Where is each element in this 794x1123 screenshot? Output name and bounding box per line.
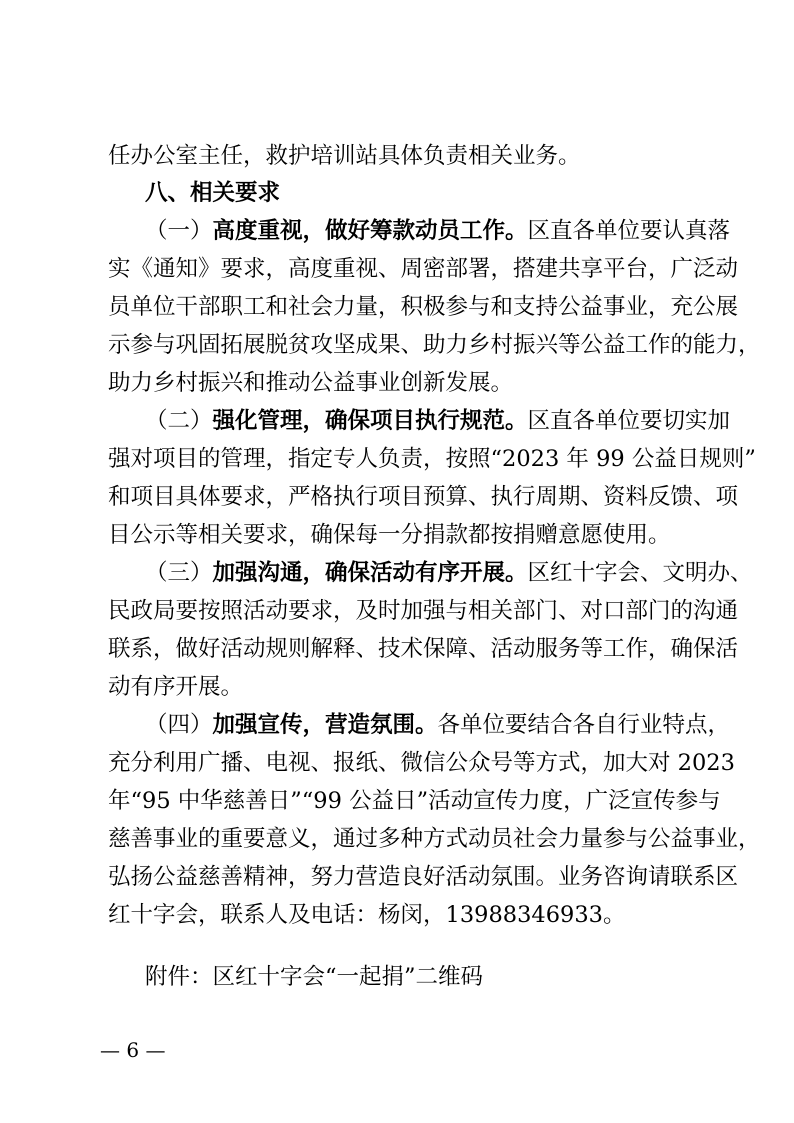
paragraph-first-line <box>145 710 730 740</box>
section-heading: 八、相关要求 <box>145 180 281 206</box>
item-number: （一） <box>145 218 213 244</box>
item-text: 区红十字会、文明办、 <box>527 560 753 586</box>
paragraph-line: 员单位干部职工和社会力量，积极参与和支持公益事业，充公展 <box>108 294 739 320</box>
paragraph-line: 和项目具体要求，严格执行项目预算、执行周期、资料反馈、项 <box>108 484 739 510</box>
item-heading: 高度重视，做好筹款动员工作。 <box>212 218 528 244</box>
item-text: 区直各单位要认真落 <box>527 218 731 244</box>
paragraph-first-line <box>145 406 730 436</box>
paragraph-line: 红十字会，联系人及电话：杨闵，13988346933。 <box>108 902 626 928</box>
page-number: — 6 — <box>100 1038 166 1062</box>
paragraph-line: 助力乡村振兴和推动公益事业创新发展。 <box>108 370 514 396</box>
paragraph-line: 慈善事业的重要意义，通过多种方式动员社会力量参与公益事业， <box>108 826 761 852</box>
paragraph-line: 强对项目的管理，指定专人负责，按照“2023 年 99 公益日规则” <box>108 446 756 472</box>
paragraph-line: 充分利用广播、电视、报纸、微信公众号等方式，加大对 2023 <box>108 750 735 776</box>
paragraph-line: 任办公室主任，救护培训站具体负责相关业务。 <box>108 143 581 169</box>
item-heading: 加强宣传，营造氛围。 <box>212 712 438 738</box>
paragraph-line: 实《通知》要求，高度重视、周密部署，搭建共享平台，广泛动 <box>108 256 739 282</box>
item-number: （三） <box>145 560 213 586</box>
attachment-note: 附件：区红十字会“一起捐”二维码 <box>145 964 484 990</box>
paragraph-first-line <box>145 558 753 588</box>
paragraph-line: 民政局要按照活动要求，及时加强与相关部门、对口部门的沟通 <box>108 598 739 624</box>
item-heading: 加强沟通，确保活动有序开展。 <box>212 560 528 586</box>
paragraph-line: 联系，做好活动规则解释、技术保障、活动服务等工作，确保活 <box>108 636 739 662</box>
paragraph-line: 示参与巩固拓展脱贫攻坚成果、助力乡村振兴等公益工作的能力， <box>108 332 761 358</box>
item-text: 各单位要结合各自行业特点， <box>437 712 731 738</box>
paragraph-line: 动有序开展。 <box>108 674 244 700</box>
paragraph-first-line <box>145 216 730 246</box>
item-text: 区直各单位要切实加 <box>527 408 731 434</box>
item-number: （四） <box>145 712 213 738</box>
paragraph-line: 目公示等相关要求，确保每一分捐款都按捐赠意愿使用。 <box>108 522 671 548</box>
item-heading: 强化管理，确保项目执行规范。 <box>212 408 528 434</box>
paragraph-line: 弘扬公益慈善精神，努力营造良好活动氛围。业务咨询请联系区 <box>108 864 739 890</box>
item-number: （二） <box>145 408 213 434</box>
paragraph-line: 年“95 中华慈善日”“99 公益日”活动宣传力度，广泛宣传参与 <box>108 788 721 814</box>
